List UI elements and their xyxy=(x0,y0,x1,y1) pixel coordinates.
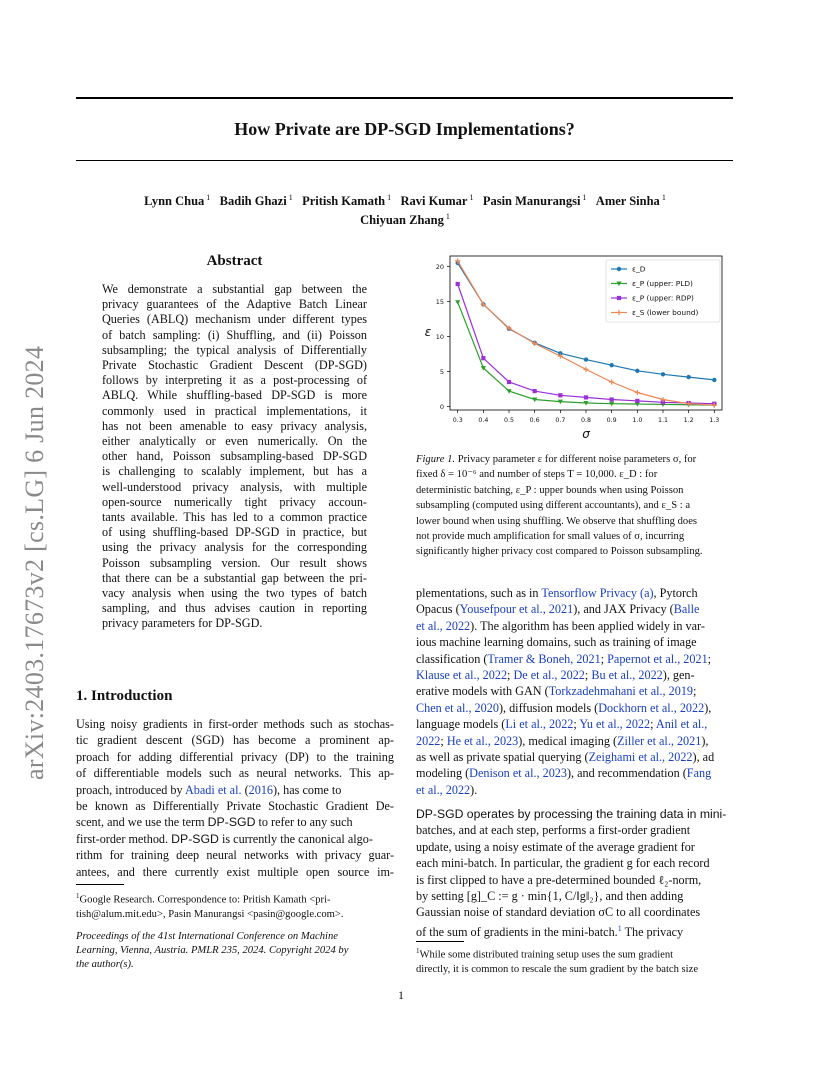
data-point xyxy=(712,378,716,382)
citation-link[interactable]: Torkzadehmahani et al., 2019 xyxy=(548,684,694,699)
text-span: ; xyxy=(600,651,608,666)
citation-link[interactable]: Zeighami et al., 2022 xyxy=(588,750,693,765)
text-span: ; xyxy=(584,668,592,683)
data-point xyxy=(661,372,665,376)
author-line-1 xyxy=(100,190,710,209)
x-tick-label: 0.3 xyxy=(452,417,463,424)
abstract-line: Private Stochastic Gradient Descent (DP-SGD) xyxy=(102,358,367,373)
text-span: ; xyxy=(693,684,697,699)
author-name: Chiyuan Zhang $^1$ xyxy=(360,212,450,228)
x-tick-label: 0.8 xyxy=(580,417,592,424)
author-name: Pasin Manurangsi $^1$ xyxy=(482,193,587,209)
intro-line: scent, and we use the term DP-SGD to refer to any such xyxy=(76,815,353,830)
intro-line: rithm for training deep neural networks with privacy guar- xyxy=(76,848,394,863)
y-tick-label: 5 xyxy=(439,367,444,376)
data-point xyxy=(635,369,639,373)
data-point xyxy=(610,397,614,401)
x-tick-label: 0.4 xyxy=(478,417,489,424)
y-tick-label: 20 xyxy=(435,262,444,271)
data-point xyxy=(609,363,613,367)
intro-line: of differentiable models such as neural networks. This ap- xyxy=(76,766,394,781)
related-work-line xyxy=(416,618,734,634)
related-work-line xyxy=(416,733,734,749)
y-tick-label: 0 xyxy=(439,402,444,411)
citation-link[interactable]: Bu et al., 2022 xyxy=(591,668,663,683)
related-work-line xyxy=(416,601,734,617)
abstract-line: of using shuffling-based DP-SGD in practice, but xyxy=(102,525,367,540)
text-span: ; xyxy=(573,717,580,732)
abstract-line: sampling, and thus advises caution in reporting xyxy=(102,601,367,616)
text-span: ), gen- xyxy=(662,668,695,683)
y-tick-label: 15 xyxy=(435,297,444,306)
text-span: ; xyxy=(707,651,712,666)
related-work-paragraph xyxy=(416,585,734,798)
related-work-line xyxy=(416,634,734,650)
abstract-line: privacy parameters for DP-SGD. xyxy=(102,616,263,631)
text-span: ), medical imaging ( xyxy=(518,733,618,748)
related-work-line xyxy=(416,667,734,683)
intro-line: antees, and there currently exist multiple open source im- xyxy=(76,864,394,879)
text-span: ious machine learning domains, such as training of image xyxy=(416,635,697,650)
text-span: erative models with GAN ( xyxy=(416,684,549,699)
data-point xyxy=(609,379,614,384)
x-tick-label: 1.0 xyxy=(632,417,643,424)
text-span: as well as private spatial querying ( xyxy=(416,750,589,765)
abstract-line: well-understood privacy analysis, with multiple xyxy=(102,479,367,494)
intro-heading: 1. Introduction xyxy=(76,688,173,704)
text-span: ), xyxy=(704,700,712,715)
citation-link[interactable]: Fang xyxy=(686,766,712,781)
x-tick-label: 1.1 xyxy=(657,417,668,424)
author-name: Pritish Kamath $^1$ xyxy=(302,193,392,209)
related-work-line xyxy=(416,683,734,699)
abstract-line: Queries (ABLQ) mechanism under different types xyxy=(102,312,367,327)
text-span: ; xyxy=(440,733,447,748)
cite-abadi-year-link[interactable]: 2016 xyxy=(248,782,273,797)
abstract-line: Poisson subsampling version. Our result shows xyxy=(102,555,367,570)
data-point xyxy=(533,389,537,393)
related-work-line xyxy=(416,782,734,798)
proceedings-note: Proceedings of the 41st International Conference on Machine Learning, Vienna, Austria. PMLR 235, 2024. Copyright 2024 by the author(s). xyxy=(76,931,349,970)
data-point xyxy=(584,395,588,399)
abstract-line: ABLQ. While shuffling-based DP-SGD is more xyxy=(102,388,367,403)
text-span: ), and recommendation ( xyxy=(566,766,687,781)
intro-line: Using noisy gradients in first-order methods such as stochas- xyxy=(76,717,394,731)
text-span: , Pytorch xyxy=(653,586,698,600)
data-point xyxy=(635,390,640,395)
title-rule xyxy=(76,160,733,161)
top-rule xyxy=(76,97,733,99)
text-span: ). The algorithm has been applied widely in var- xyxy=(470,618,705,633)
text-span: ). xyxy=(470,782,478,797)
x-axis-label: σ xyxy=(582,427,590,440)
data-point xyxy=(455,300,460,305)
data-point xyxy=(481,356,485,360)
footnote-affiliation: $^1$Google Research. Correspondence to: Pritish Kamath <pri- tish@alum.mit.edu>, Pasin Manurangsi <pasin@google.com>. xyxy=(76,892,344,920)
data-point xyxy=(584,357,588,361)
text-span: plementations, such as in xyxy=(416,586,542,600)
abstract-line: commonly used in practical implementations, it xyxy=(102,403,367,418)
author-name: Badih Ghazi $^1$ xyxy=(219,193,293,209)
abstract-line: open-source numerically tight privacy accoun- xyxy=(102,494,367,509)
footnote-ref-1[interactable]: 1 xyxy=(617,923,622,933)
x-tick-label: 0.5 xyxy=(504,417,515,424)
abstract-line: that there can be a substantial gap between the pri- xyxy=(102,570,367,585)
abstract-heading: Abstract xyxy=(206,253,263,269)
data-point xyxy=(456,282,460,286)
citation-link[interactable]: Denison et al., 2023 xyxy=(469,766,567,781)
paper-title: How Private are DP-SGD Implementations? xyxy=(234,119,575,139)
text-span: Opacus ( xyxy=(416,602,460,617)
abstract-line: of batch sampling: (i) Shuffling, and (ii) Poisson xyxy=(102,327,367,342)
data-point xyxy=(558,393,562,397)
citation-link[interactable]: Li et al., 2022 xyxy=(505,717,574,732)
x-tick-label: 0.9 xyxy=(606,417,617,424)
x-tick-label: 1.3 xyxy=(709,417,720,424)
author-name: Amer Sinha $^1$ xyxy=(595,193,666,209)
author-list xyxy=(100,190,710,228)
text-span: language models ( xyxy=(416,717,506,732)
text-span: ), diffusion models ( xyxy=(498,700,599,715)
text-span: ), ad xyxy=(692,750,715,765)
author-name: Lynn Chua $^1$ xyxy=(144,193,211,209)
author-name: Ravi Kumar $^1$ xyxy=(400,193,474,209)
abstract-line: is challenging to scalably implement, but has a xyxy=(102,464,367,479)
text-span: modeling ( xyxy=(416,766,470,781)
arxiv-stamp: arXiv:2403.17673v2 [cs.LG] 6 Jun 2024 xyxy=(20,345,49,780)
citation-link[interactable]: Yu et al., 2022 xyxy=(579,717,651,732)
citation-link[interactable]: Chen et al., 2020 xyxy=(416,700,499,715)
citation-link[interactable]: Tramer & Boneh, 2021 xyxy=(487,651,601,666)
intro-line: first-order method. DP-SGD is currently the canonical algo- xyxy=(76,831,373,846)
y-axis-label: ε xyxy=(424,325,432,339)
intro-line: proach, introduced by Abadi et al. (2016), has come to xyxy=(76,782,342,797)
abstract-line: vacy analysis when using the two types of batch xyxy=(102,586,367,601)
text-span: ), and JAX Privacy ( xyxy=(573,602,674,617)
text-span: ; xyxy=(507,668,514,683)
text-span: ), xyxy=(701,733,709,748)
abstract-line: tants available. This has led to a common practice xyxy=(102,510,367,525)
abstract-body xyxy=(102,282,367,632)
legend-marker xyxy=(617,296,621,300)
x-tick-label: 1.2 xyxy=(683,417,694,424)
footnote-sum-gradient: $^1$While some distributed training setup uses the sum gradient directly, it is common to rescale the sum gradient by the batch size xyxy=(416,947,699,975)
abstract-line: other hand, Poisson subsampling-based DP-SGD xyxy=(102,449,367,464)
citation-link[interactable]: Tensorflow Privacy (a) xyxy=(541,586,654,600)
citation-link[interactable]: Papernot et al., 2021 xyxy=(607,651,708,666)
legend-label: ε_P (upper: PLD) xyxy=(632,279,693,288)
abstract-line: using the privacy analysis for the corresponding xyxy=(102,540,367,555)
abstract-line: privacy guarantees of the Adaptive Batch Linear xyxy=(102,297,367,312)
related-work-line xyxy=(416,651,734,667)
citation-link[interactable]: Dockhorn et al., 2022 xyxy=(598,700,705,715)
related-work-line xyxy=(416,716,734,732)
abstract-line: either analytically or even numerically. On the xyxy=(102,434,367,449)
citation-link[interactable]: Anil et al., xyxy=(655,717,708,732)
text-span: ; xyxy=(650,717,656,732)
page-number: 1 xyxy=(398,988,404,1002)
related-work-line xyxy=(416,585,734,601)
citation-link[interactable]: De et al., 2022 xyxy=(513,668,585,683)
citation-link[interactable]: Ziller et al., 2021 xyxy=(617,733,702,748)
legend-label: ε_P (upper: RDP) xyxy=(632,293,694,303)
intro-line: tic gradient descent (SGD) has become a prominent ap- xyxy=(76,733,394,748)
related-work-line xyxy=(416,700,734,716)
footnote-rule-right xyxy=(416,941,464,942)
x-tick-label: 0.6 xyxy=(529,417,540,424)
related-work-line xyxy=(416,749,734,765)
abstract-line: subsampling; the typical analysis of Differentially xyxy=(102,342,367,357)
text-span: classification ( xyxy=(416,651,488,666)
caption-label: Figure 1. xyxy=(416,454,456,465)
data-point xyxy=(635,399,639,403)
intro-line: proach for adding differential privacy (DP) to the training xyxy=(76,749,394,764)
dpsgd-paragraph: DP-SGD operates by processing the training data in mini- batches, and at each step, performs a first-order gradient update, using a noisy estimate of the average gradient for each mini-batch. In particular, the gradient g for each record is first clipped to have a pre-determined bounded ℓ₂-norm, by setting [g]_C := g · min{1, C/‖g‖₂}, and then adding Gaussian noise of standard deviation σC to all coordinates of the sum of gradients in the mini-batch.$^1$ The privacy xyxy=(416,807,727,939)
related-work-line xyxy=(416,765,734,781)
intro-body xyxy=(76,716,394,880)
citation-link[interactable]: et al., 2022 xyxy=(416,782,471,797)
abstract-line: has not been amenable to easy privacy analysis, xyxy=(102,418,367,433)
legend-label: ε_D xyxy=(632,264,646,274)
author-line-2 xyxy=(100,209,710,228)
data-point xyxy=(686,375,690,379)
x-tick-label: 0.7 xyxy=(555,417,566,424)
intro-line: be known as Differentially Private Stochastic Gradient De- xyxy=(76,799,394,814)
privacy-chart xyxy=(416,250,734,440)
legend-label: ε_S (lower bound) xyxy=(632,308,699,317)
citation-link[interactable]: Balle xyxy=(673,602,700,617)
data-point xyxy=(507,380,511,384)
y-tick-label: 10 xyxy=(435,332,444,341)
abstract-line: We demonstrate a substantial gap between the xyxy=(102,282,367,296)
figure-caption: Figure 1. Privacy parameter ε for different noise parameters σ, for fixed δ = 10⁻⁶ and number of steps T = 10,000. ε_D : for deterministic batching, ε_P : upper bounds when using Poisson subsampling (computed using different accountants), and ε_S : a lower bound when using shuffling. We observe that shuffling does not provide much amplification for small values of σ, incurring significantly higher privacy cost compared to Poisson subsampling. xyxy=(416,454,703,558)
citation-link[interactable]: et al., 2022 xyxy=(416,618,471,633)
cite-abadi-link[interactable]: Abadi et al. xyxy=(184,782,242,797)
legend-marker xyxy=(617,267,621,271)
citation-link[interactable]: Klause et al., 2022 xyxy=(416,668,508,683)
citation-link[interactable]: 2022 xyxy=(416,733,441,748)
citation-link[interactable]: He et al., 2023 xyxy=(446,733,519,748)
citation-link[interactable]: Yousefpour et al., 2021 xyxy=(459,602,574,617)
abstract-line: follows by interpreting it as a post-processing of xyxy=(102,373,367,388)
data-point xyxy=(583,367,588,372)
footnote-rule-left xyxy=(76,884,124,885)
